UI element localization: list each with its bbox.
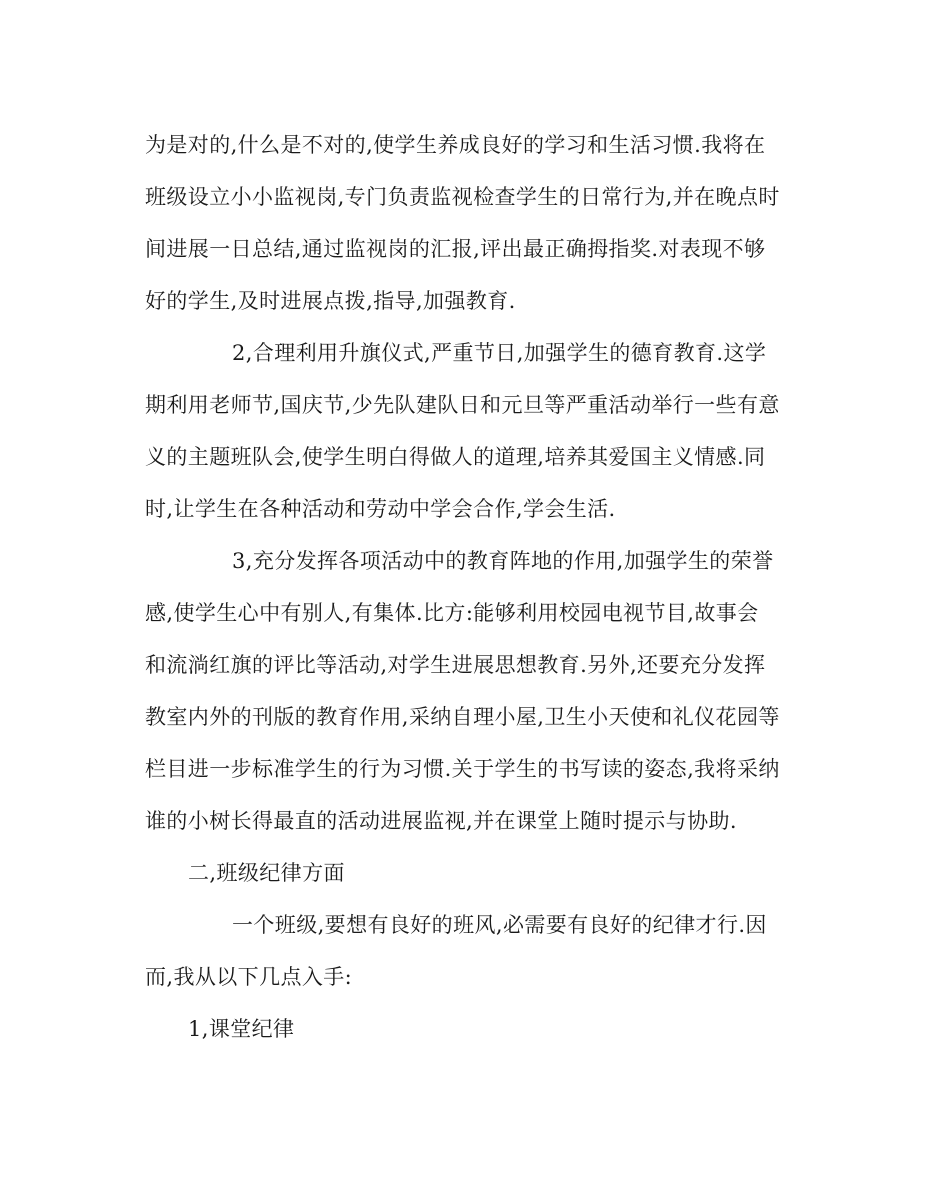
text-line: 义的主题班队会,使学生明白得做人的道理,培养其爱国主义情感.同 <box>145 445 766 469</box>
text-line: 一个班级,要想有良好的班风,必需要有良好的纪律才行.因 <box>232 913 767 937</box>
text-line: 栏目进一步标准学生的行为习惯.关于学生的书写读的姿态,我将采纳 <box>145 757 780 781</box>
text-line: 而,我从以下几点入手: <box>145 965 353 989</box>
text-line: 2,合理利用升旗仪式,严重节日,加强学生的德育教育.这学 <box>232 341 767 365</box>
text-line: 间进展一日总结,通过监视岗的汇报,评出最正确拇指奖.对表现不够 <box>145 237 766 261</box>
text-line: 谁的小树长得最直的活动进展监视,并在课堂上随时提示与协助. <box>145 809 737 833</box>
text-line: 感,使学生心中有别人,有集体.比方:能够利用校园电视节目,故事会 <box>145 601 759 625</box>
subsection-heading: 1,课堂纪律 <box>188 1017 295 1041</box>
text-line: 为是对的,什么是不对的,使学生养成良好的学习和生活习惯.我将在 <box>145 133 766 157</box>
text-line: 期利用老师节,国庆节,少先队建队日和元旦等严重活动举行一些有意 <box>145 393 780 417</box>
text-line: 好的学生,及时进展点拨,指导,加强教育. <box>145 289 516 313</box>
section-heading: 二,班级纪律方面 <box>188 861 345 885</box>
text-line: 时,让学生在各种活动和劳动中学会合作,学会生活. <box>145 497 616 521</box>
text-line: 3,充分发挥各项活动中的教育阵地的作用,加强学生的荣誉 <box>232 549 774 573</box>
text-line: 教室内外的刊版的教育作用,采纳自理小屋,卫生小天使和礼仪花园等 <box>145 705 780 729</box>
text-line: 班级设立小小监视岗,专门负责监视检查学生的日常行为,并在晚点时 <box>145 185 780 209</box>
text-line: 和流淌红旗的评比等活动,对学生进展思想教育.另外,还要充分发挥 <box>145 653 766 677</box>
